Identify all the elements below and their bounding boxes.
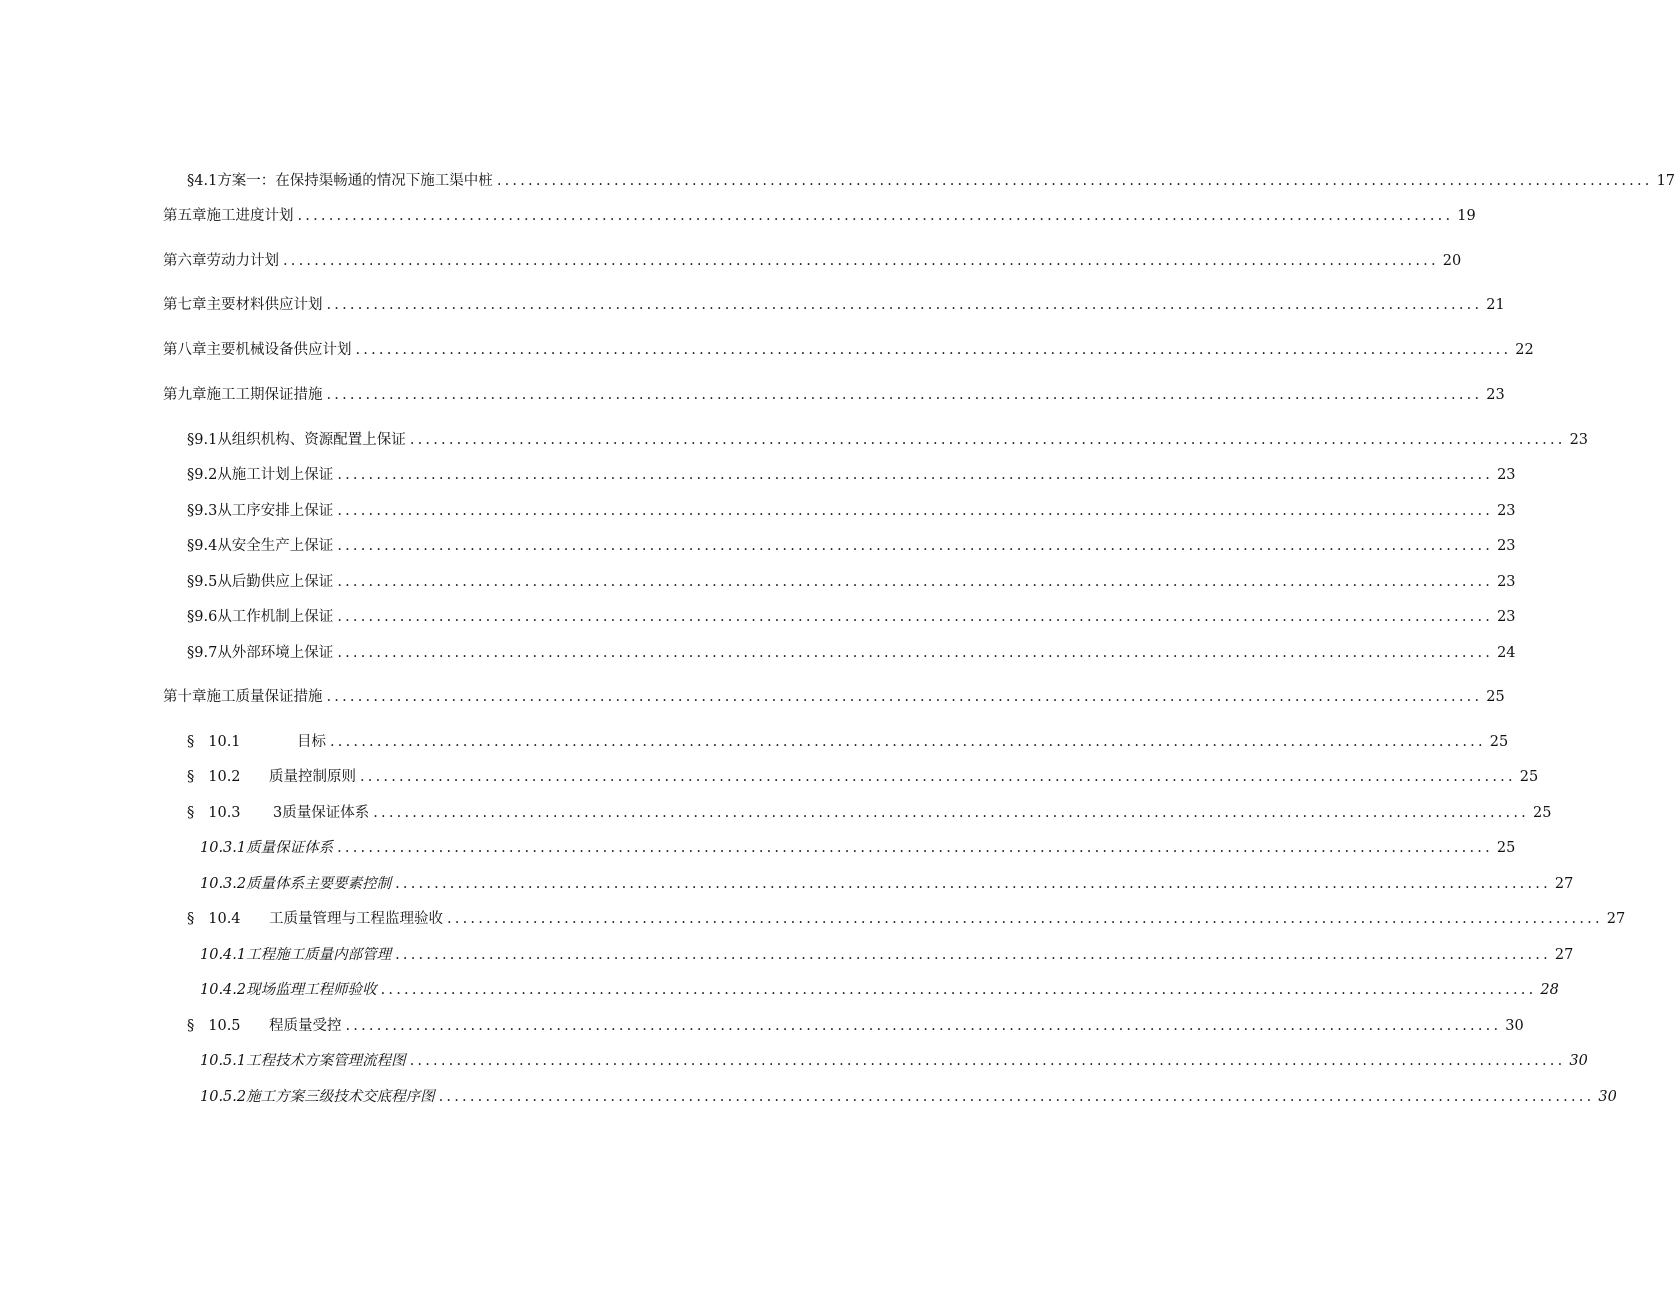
toc-page-number: 17 <box>1656 173 1675 189</box>
toc-section-number: §9.4 <box>187 538 218 554</box>
toc-entry-chapter-8[interactable] <box>163 338 1534 362</box>
toc-dot-leader: .................................................................................................................................................... <box>373 805 1529 821</box>
toc-row <box>0 978 1559 1002</box>
section-symbol: § <box>187 769 195 785</box>
section-symbol: § <box>187 805 195 821</box>
toc-page-number: 23 <box>1497 538 1516 554</box>
toc-row <box>0 685 1505 709</box>
toc-dot-leader: .................................................................................................................................................... <box>326 689 1483 705</box>
toc-page-number: 25 <box>1486 689 1505 705</box>
toc-dot-leader: .................................................................................................................................................... <box>337 538 1494 554</box>
toc-entry-10-1[interactable] <box>187 730 1509 754</box>
toc-entry-title: 现场监理工程师验收 <box>246 982 377 998</box>
toc-dot-leader: .................................................................................................................................................... <box>409 1053 1566 1069</box>
toc-entry-chapter-9[interactable] <box>163 383 1505 407</box>
toc-section-number: §9.2 <box>187 467 218 483</box>
toc-entry-title: 从工序安排上保证 <box>217 503 334 519</box>
toc-entry-title: 第六章劳动力计划 <box>163 253 279 269</box>
toc-dot-leader: .................................................................................................................................................... <box>326 297 1483 313</box>
toc-row <box>0 1049 1588 1073</box>
toc-entry-10-4-2[interactable] <box>200 978 1559 1002</box>
toc-entry-9-4[interactable] <box>187 534 1516 558</box>
toc-page-number: 22 <box>1515 342 1534 358</box>
toc-page-number: 27 <box>1606 911 1626 927</box>
toc-row <box>0 907 1626 931</box>
toc-row <box>0 169 1675 193</box>
toc-entry-title: 从外部环境上保证 <box>217 645 334 661</box>
toc-page-number: 23 <box>1497 574 1516 590</box>
toc-entry-title: 方案一：在保持渠畅通的情况下施工渠中桩 <box>217 173 493 189</box>
toc-entry-10-3-2[interactable] <box>200 872 1574 896</box>
toc-dot-leader: .................................................................................................................................................... <box>380 982 1537 998</box>
toc-entry-title: 第十章施工质量保证措施 <box>163 689 323 705</box>
section-symbol: § <box>187 734 195 750</box>
toc-entry-9-3[interactable] <box>187 499 1516 523</box>
toc-page-number: 23 <box>1497 503 1516 519</box>
toc-dot-leader: .................................................................................................................................................... <box>283 253 1439 269</box>
toc-section-number: §9.7 <box>187 645 218 661</box>
toc-page-number: 25 <box>1533 805 1552 821</box>
toc-dot-leader: .................................................................................................................................................... <box>326 387 1483 403</box>
toc-row <box>0 1014 1524 1038</box>
toc-page-number: 25 <box>1489 734 1509 750</box>
toc-row <box>0 641 1516 665</box>
toc-row <box>0 338 1534 362</box>
toc-page-number: 27 <box>1554 947 1574 963</box>
toc-dot-leader: .................................................................................................................................................... <box>337 467 1494 483</box>
toc-entry-9-2[interactable] <box>187 463 1516 487</box>
toc-entry-title: 从组织机构、资源配置上保证 <box>217 432 406 448</box>
toc-section-number: §9.1 <box>187 432 218 448</box>
toc-dot-leader: .................................................................................................................................................... <box>360 769 1516 785</box>
toc-section-number: 10.4.1 <box>200 947 247 963</box>
toc-row <box>0 463 1516 487</box>
toc-entry-title: 施工方案三级技术交底程序图 <box>246 1089 435 1105</box>
toc-dot-leader: .................................................................................................................................................... <box>337 645 1494 661</box>
toc-section-number: 10.2 <box>208 769 241 785</box>
toc-page-number: 30 <box>1505 1018 1524 1034</box>
toc-section-number: 10.5.1 <box>200 1053 247 1069</box>
toc-entry-title: 第九章施工工期保证措施 <box>163 387 323 403</box>
toc-entry-9-5[interactable] <box>187 570 1516 594</box>
toc-section-number: 10.3 <box>208 805 241 821</box>
toc-entry-chapter-6[interactable] <box>163 249 1462 273</box>
toc-entry-chapter-5[interactable] <box>163 204 1476 228</box>
toc-row <box>0 730 1509 754</box>
toc-page-number: 21 <box>1486 297 1505 313</box>
toc-entry-title: 从工作机制上保证 <box>217 609 334 625</box>
toc-dot-leader: .................................................................................................................................................... <box>438 1089 1595 1105</box>
toc-row <box>0 204 1476 228</box>
toc-page-number: 24 <box>1497 645 1516 661</box>
toc-entry-title: 第八章主要机械设备供应计划 <box>163 342 352 358</box>
toc-page-number: 25 <box>1496 840 1516 856</box>
toc-dot-leader: .................................................................................................................................................... <box>297 208 1454 224</box>
toc-row <box>0 499 1516 523</box>
toc-page-number: 23 <box>1486 387 1505 403</box>
toc-row <box>0 605 1516 629</box>
toc-dot-leader: .................................................................................................................................................... <box>409 432 1566 448</box>
toc-entry-chapter-7[interactable] <box>163 293 1505 317</box>
toc-section-number: 10.1 <box>208 734 241 750</box>
toc-row <box>0 1085 1617 1109</box>
toc-page-number: 20 <box>1442 253 1462 269</box>
toc-row <box>0 570 1516 594</box>
toc-entry-title: 工质量管理与工程监理验收 <box>269 911 443 927</box>
toc-section-number: §9.6 <box>187 609 218 625</box>
toc-dot-leader: .................................................................................................................................................... <box>337 609 1494 625</box>
toc-section-number: 10.3.1 <box>200 840 247 856</box>
toc-section-number: §9.3 <box>187 503 218 519</box>
toc-row <box>0 765 1539 789</box>
toc-dot-leader: .................................................................................................................................................... <box>337 840 1493 856</box>
toc-page-number: 23 <box>1497 609 1516 625</box>
toc-entry-title: 质量控制原则 <box>269 769 356 785</box>
toc-section-number: 10.5 <box>208 1018 241 1034</box>
toc-row <box>0 872 1574 896</box>
toc-entry-10-5-2[interactable] <box>200 1085 1617 1109</box>
toc-entry-9-1[interactable] <box>187 428 1589 452</box>
toc-dot-leader: .................................................................................................................................................... <box>395 947 1551 963</box>
toc-entry-4-1[interactable] <box>187 169 1675 193</box>
toc-row <box>0 943 1574 967</box>
toc-entry-title: 工程技术方案管理流程图 <box>246 1053 406 1069</box>
toc-entry-title: 质量体系主要要素控制 <box>246 876 392 892</box>
toc-page-number: 25 <box>1519 769 1539 785</box>
toc-section-number: 10.5.2 <box>200 1089 247 1105</box>
toc-entry-chapter-10[interactable] <box>163 685 1505 709</box>
toc-row <box>0 534 1516 558</box>
toc-entry-9-6[interactable] <box>187 605 1516 629</box>
toc-entry-title: 从施工计划上保证 <box>217 467 334 483</box>
toc-entry-title: 程质量受控 <box>269 1018 342 1034</box>
toc-dot-leader: .................................................................................................................................................... <box>355 342 1512 358</box>
toc-page-number: 27 <box>1554 876 1574 892</box>
toc-page-number: 23 <box>1569 432 1589 448</box>
toc-section-number: 10.4 <box>208 911 241 927</box>
toc-page-number: 23 <box>1497 467 1516 483</box>
toc-row <box>0 383 1505 407</box>
toc-entry-10-5[interactable] <box>187 1014 1524 1038</box>
toc-dot-leader: .................................................................................................................................................... <box>345 1018 1502 1034</box>
toc-dot-leader: .................................................................................................................................................... <box>337 574 1494 590</box>
toc-entry-title: 3质量保证体系 <box>273 805 370 821</box>
toc-section-number: §4.1 <box>187 173 218 189</box>
toc-page-number: 30 <box>1598 1089 1617 1105</box>
toc-section-number: §9.5 <box>187 574 218 590</box>
toc-entry-10-3-1[interactable] <box>200 836 1516 860</box>
toc-section-number: 10.4.2 <box>200 982 247 998</box>
toc-entry-10-4-1[interactable] <box>200 943 1574 967</box>
toc-row <box>0 801 1552 825</box>
toc-entry-title: 目标 <box>297 734 326 750</box>
toc-page-number: 30 <box>1569 1053 1588 1069</box>
toc-dot-leader: .................................................................................................................................................... <box>447 911 1603 927</box>
toc-entry-title: 质量保证体系 <box>246 840 334 856</box>
toc-dot-leader: .................................................................................................................................................... <box>395 876 1551 892</box>
toc-entry-10-2[interactable] <box>187 765 1539 789</box>
toc-entry-10-5-1[interactable] <box>200 1049 1588 1073</box>
toc-entry-9-7[interactable] <box>187 641 1516 665</box>
toc-entry-10-3[interactable] <box>187 801 1552 825</box>
toc-page-number: 28 <box>1540 982 1559 998</box>
toc-entry-title: 第七章主要材料供应计划 <box>163 297 323 313</box>
toc-entry-title: 工程施工质量内部管理 <box>246 947 392 963</box>
toc-row <box>0 428 1589 452</box>
toc-entry-10-4[interactable] <box>187 907 1626 931</box>
section-symbol: § <box>187 1018 195 1034</box>
toc-page-number: 19 <box>1457 208 1476 224</box>
toc-entry-title: 从安全生产上保证 <box>217 538 334 554</box>
toc-row <box>0 836 1516 860</box>
toc-entry-title: 第五章施工进度计划 <box>163 208 294 224</box>
toc-row <box>0 249 1462 273</box>
toc-row <box>0 293 1505 317</box>
section-symbol: § <box>187 911 195 927</box>
toc-dot-leader: .................................................................................................................................................... <box>496 173 1653 189</box>
toc-dot-leader: .................................................................................................................................................... <box>337 503 1494 519</box>
toc-section-number: 10.3.2 <box>200 876 247 892</box>
toc-dot-leader: .................................................................................................................................................... <box>330 734 1486 750</box>
toc-entry-title: 从后勤供应上保证 <box>217 574 334 590</box>
